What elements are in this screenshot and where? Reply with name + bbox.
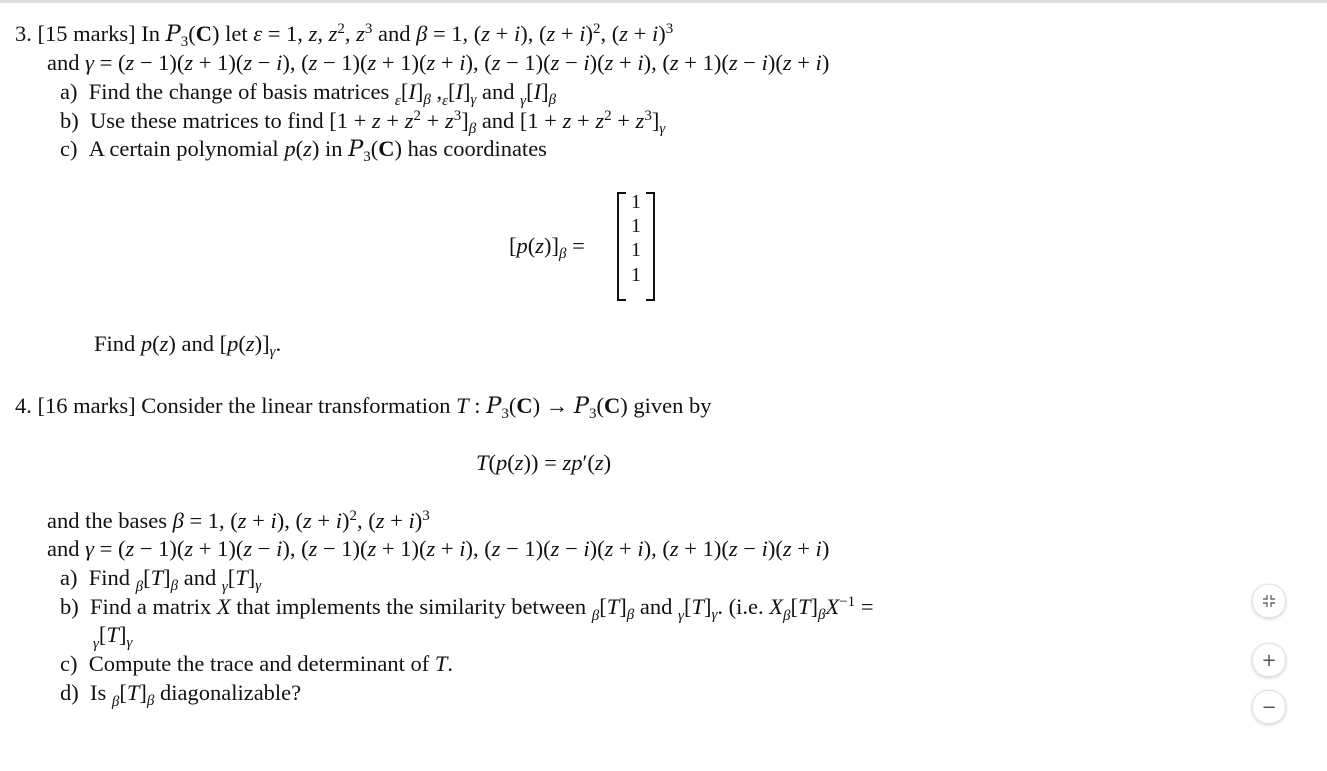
q3-a-label: a) [60,79,78,104]
q4-part-c: c) Compute the trace and determinant of T. [60,651,453,676]
matrix-entry-4: 1 [631,264,641,286]
q4-part-d: d) Is $_\beta[T]_\beta$ diagonalizable? [60,680,302,710]
q3-b-label: b) [60,108,79,133]
q3-find-line: Find p(z) and $[p(z)]_\gamma$. [94,331,282,360]
q3-and-word: and [181,331,215,356]
q3-line-1: 3. [15 marks] In $P_3(C)$ let ε = 1, z, $z^2$, $z^3$ and β = 1, (z + i), $(z + i)^2$, $(z + i)^3$ [15,21,674,50]
matrix-entry-1: 1 [631,191,641,213]
q3-find-word: Find [94,331,136,356]
q3-part-b: b) Use these matrices to find $[1 + z + z^2 + z^3]_\beta$ and $[1 + z + z^2 + z^3]_\gamma$ [60,108,666,137]
zoom-in-icon: + [1261,649,1277,671]
zoom-out-icon: − [1261,696,1277,718]
q3-line-2: and γ = (z − 1)(z + 1)(z − i), (z − 1)(z + 1)(z + i), (z − 1)(z − i)(z + i), (z + 1)(z − i)(z + i) [47,50,830,75]
q3-number: 3. [15,21,32,46]
q4-part-b-continued: $_\gamma[T]_\gamma$ [93,622,133,652]
matrix-entry-3: 1 [631,239,641,261]
q3-part-a: a) Find the change of basis matrices $_\varepsilon[I]_\beta$ $,_\varepsilon[I]_\gamma$ and $_\gamma[I]_\beta$ [60,79,557,109]
q4-transformation-equation: T(p(z)) = zp′(z) [476,450,612,475]
q4-line-gamma: and γ = (z − 1)(z + 1)(z − i), (z − 1)(z + 1)(z + i), (z − 1)(z − i)(z + i), (z + 1)(z − i)(z + i) [47,536,830,561]
matrix-entry-2: 1 [631,215,641,237]
q4-a-label: a) [60,565,78,590]
coordinate-vector-matrix [617,192,655,299]
q4-number: 4. [15,393,32,418]
q4-line-1: 4. [16 marks] Consider the linear transformation T : $P_3(C) \to P_3(C)$ given by [15,393,712,422]
q4-line-beta: and the bases β = 1, (z + i), $(z + i)^2$, $(z + i)^3$ [47,508,430,533]
q4-c-label: c) [60,651,78,676]
q3-c-label: c) [60,136,78,161]
fit-page-icon [1262,594,1276,608]
q3-marks: [15 marks] [37,21,136,46]
zoom-in-button[interactable] [1252,643,1286,677]
q3-coordinate-equation: $[p(z)]_\beta$ = [509,233,585,262]
zoom-out-button[interactable] [1252,690,1286,724]
q4-d-label: d) [60,680,79,705]
q4-part-a: a) Find $_\beta[T]_\beta$ and $_\gamma[T]_\gamma$ [60,565,262,595]
q4-b-label: b) [60,594,79,619]
q3-part-c: c) A certain polynomial p(z) in $P_3(C)$ has coordinates [60,136,547,165]
q4-marks: [16 marks] [37,393,136,418]
fit-page-button[interactable] [1252,584,1286,618]
q4-part-b: b) Find a matrix X that implements the similarity between $_\beta[T]_\beta$ and $_\gamma[T]_\gamma$. (i.e. $X_\beta[T]_\beta X^{-1}$ = [60,594,874,624]
